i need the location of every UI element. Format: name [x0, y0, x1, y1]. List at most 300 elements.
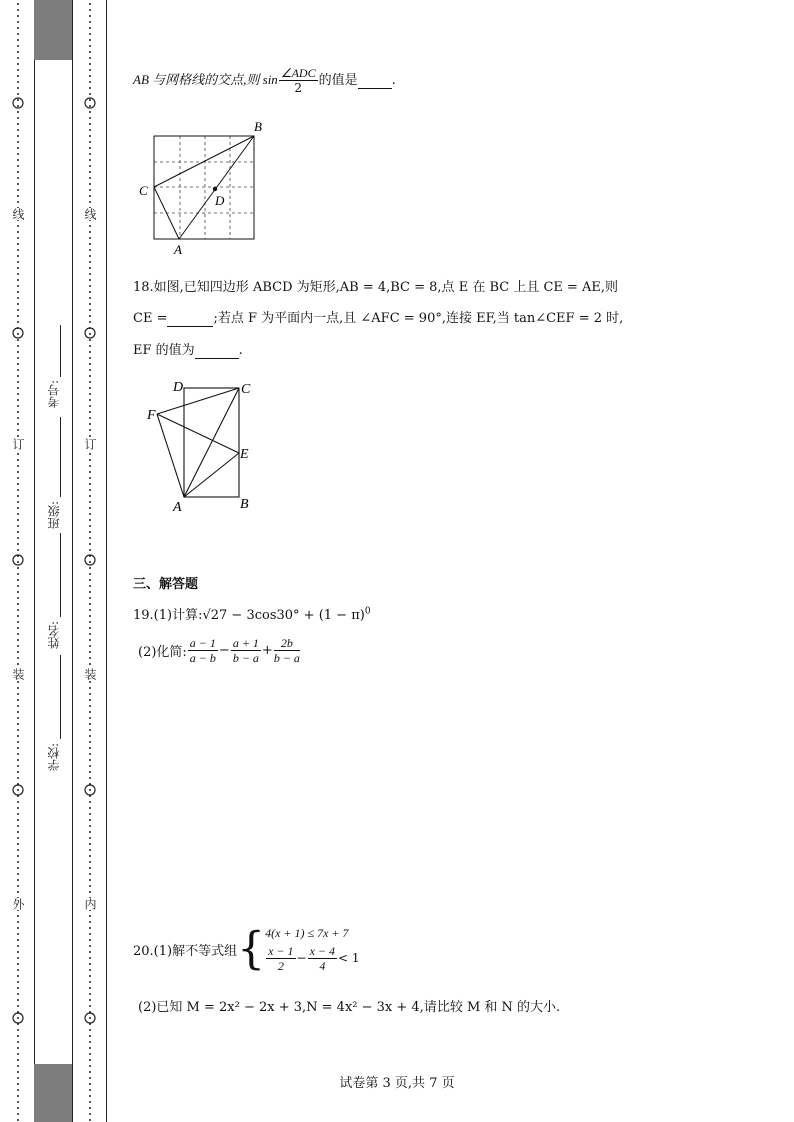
binding-dot [89, 501, 91, 503]
binding-dot [17, 267, 19, 269]
binding-dot [89, 651, 91, 653]
binding-dot [89, 879, 91, 881]
q17-prefix: AB 与网格线的交点,则 sin [133, 72, 278, 87]
binding-dot [17, 1017, 19, 1019]
binding-dot [89, 1107, 91, 1109]
binding-dot [17, 243, 19, 245]
binding-dot [89, 357, 91, 359]
field-name-label: 姓名: [47, 621, 61, 650]
binding-dot [89, 753, 91, 755]
binding-dot [17, 297, 19, 299]
binding-dot [89, 261, 91, 263]
binding-dot [89, 627, 91, 629]
binding-dot [17, 723, 19, 725]
binding-dot [17, 705, 19, 707]
q20-ineq2-rhs: < 1 [338, 951, 360, 965]
binding-dot [17, 945, 19, 947]
q18-label-c: C [241, 382, 251, 397]
binding-dot [89, 105, 91, 107]
binding-dot [17, 699, 19, 701]
binding-dot [89, 483, 91, 485]
binding-dot [89, 873, 91, 875]
binding-dot [17, 663, 19, 665]
binding-dot [17, 249, 19, 251]
binding-dot [17, 345, 19, 347]
binding-dot [17, 75, 19, 77]
binding-dot [17, 981, 19, 983]
q17-grid-figure [130, 115, 275, 260]
q20-ineq2-f2-den: 4 [319, 959, 326, 973]
binding-dot [17, 15, 19, 17]
binding-dot [17, 351, 19, 353]
binding-dot [17, 747, 19, 749]
q17-end: . [391, 73, 396, 88]
binding-gray-top [34, 0, 72, 60]
q20-ineq2-f1-den: 2 [277, 959, 284, 973]
binding-dot [89, 813, 91, 815]
binding-dot [17, 915, 19, 917]
binding-dot [89, 279, 91, 281]
q20-system [265, 926, 359, 973]
binding-dot [17, 1053, 19, 1055]
binding-dot [17, 681, 19, 683]
binding-dot [17, 759, 19, 761]
binding-dot [17, 411, 19, 413]
binding-dot [89, 57, 91, 59]
binding-dot [89, 687, 91, 689]
binding-dot [17, 189, 19, 191]
binding-dot [17, 183, 19, 185]
binding-dot [17, 453, 19, 455]
binding-dot [89, 141, 91, 143]
binding-dot [17, 375, 19, 377]
binding-dot [89, 957, 91, 959]
binding-dot [89, 123, 91, 125]
binding-dot [89, 843, 91, 845]
binding-dot [17, 855, 19, 857]
binding-dot [89, 1113, 91, 1115]
binding-dot [89, 849, 91, 851]
binding-dot [89, 723, 91, 725]
binding-dot [89, 3, 91, 5]
binding-dot [17, 519, 19, 521]
q17-label-c: C [139, 183, 148, 198]
binding-dot [89, 609, 91, 611]
q18-label-e: E [240, 447, 249, 462]
binding-dot [89, 45, 91, 47]
binding-dot [17, 753, 19, 755]
binding-dot [89, 891, 91, 893]
q18-figure-lines [157, 388, 239, 497]
binding-dot [89, 489, 91, 491]
binding-dot [17, 525, 19, 527]
inner-dotted-column [80, 0, 100, 1122]
q18-label-b: B [240, 497, 249, 512]
binding-dot [89, 1095, 91, 1097]
binding-dot [17, 867, 19, 869]
q19-f2-num: a + 1 [232, 636, 259, 650]
binding-dot [89, 735, 91, 737]
binding-dot [17, 579, 19, 581]
binding-dot [89, 789, 91, 791]
binding-dot [17, 645, 19, 647]
binding-dot [17, 819, 19, 821]
binding-dot [17, 957, 19, 959]
binding-dot [17, 633, 19, 635]
binding-dot [17, 1113, 19, 1115]
q18-answer-blank-1[interactable] [167, 311, 213, 327]
binding-dot [89, 531, 91, 533]
binding-dot [89, 639, 91, 641]
binding-dot [17, 417, 19, 419]
q19-part-1 [133, 604, 371, 623]
binding-dot [17, 477, 19, 479]
binding-dot [89, 495, 91, 497]
binding-dot [17, 147, 19, 149]
binding-dot [17, 987, 19, 989]
binding-dot [89, 1101, 91, 1103]
binding-dot [17, 597, 19, 599]
binding-dot [17, 693, 19, 695]
field-class-line[interactable] [60, 417, 61, 497]
binding-dot [89, 399, 91, 401]
binding-dot [89, 741, 91, 743]
binding-dot [89, 1053, 91, 1055]
binding-dot [17, 39, 19, 41]
q19-f3-den: b − a [273, 651, 300, 665]
binding-dot [17, 309, 19, 311]
binding-dot [89, 195, 91, 197]
binding-dot [89, 237, 91, 239]
q18-label-f: F [147, 408, 156, 423]
q20-part1-label: 20.(1)解不等式组 [133, 944, 238, 959]
binding-dot [89, 717, 91, 719]
binding-dot [17, 885, 19, 887]
binding-dot [17, 465, 19, 467]
binding-dot [17, 471, 19, 473]
binding-dot [17, 1035, 19, 1037]
binding-dot [89, 249, 91, 251]
binding-dot [17, 45, 19, 47]
binding-dot [89, 135, 91, 137]
binding-dot [89, 333, 91, 335]
inner-label-xian: 线 [83, 208, 97, 220]
binding-dot [89, 1065, 91, 1067]
q18-line3-a: EF 的值为 [133, 343, 195, 358]
binding-dot [89, 1035, 91, 1037]
binding-dot [17, 171, 19, 173]
binding-dot [17, 765, 19, 767]
binding-dot [17, 531, 19, 533]
binding-dot [89, 345, 91, 347]
binding-dot [89, 1119, 91, 1121]
binding-dot [17, 1005, 19, 1007]
binding-dot [89, 315, 91, 317]
binding-dot [17, 285, 19, 287]
binding-dot [17, 789, 19, 791]
binding-dot [89, 963, 91, 965]
binding-dot [17, 423, 19, 425]
binding-dot [17, 963, 19, 965]
q19-part-2 [138, 636, 301, 665]
field-school-line[interactable] [60, 655, 61, 739]
binding-dot [89, 867, 91, 869]
q19-f1-den: a − b [189, 651, 216, 665]
binding-dot [17, 813, 19, 815]
binding-dot [89, 807, 91, 809]
binding-dot [89, 549, 91, 551]
binding-dot [17, 861, 19, 863]
binding-dot [89, 927, 91, 929]
binding-dot [17, 507, 19, 509]
binding-dot [89, 15, 91, 17]
binding-dot [17, 639, 19, 641]
q19-op-2: + [261, 643, 273, 658]
binding-dot [89, 705, 91, 707]
binding-dot [17, 333, 19, 335]
binding-dot [17, 825, 19, 827]
binding-dot [89, 87, 91, 89]
binding-dot [17, 429, 19, 431]
binding-dot [17, 405, 19, 407]
binding-dot [89, 93, 91, 95]
binding-dot [89, 375, 91, 377]
binding-dot [89, 633, 91, 635]
binding-dot [89, 303, 91, 305]
q18-line3-b: . [238, 343, 243, 358]
binding-dot [89, 537, 91, 539]
binding-dot [89, 699, 91, 701]
binding-dot [89, 921, 91, 923]
binding-dot [89, 591, 91, 593]
binding-dot [89, 765, 91, 767]
binding-dot [89, 291, 91, 293]
binding-dot [89, 429, 91, 431]
binding-dot [17, 135, 19, 137]
binding-dot [89, 225, 91, 227]
q17-label-d: D [215, 193, 225, 208]
binding-dot [17, 1065, 19, 1067]
binding-dot [17, 999, 19, 1001]
q18-rectangle-figure [140, 372, 270, 517]
binding-dot [17, 807, 19, 809]
outer-label-zhuang: 装 [11, 668, 25, 680]
binding-dot [89, 393, 91, 395]
binding-dot [17, 87, 19, 89]
binding-dot [17, 567, 19, 569]
binding-dot [17, 891, 19, 893]
binding-dot [89, 99, 91, 101]
q17-triangle [154, 136, 254, 239]
binding-dot [17, 933, 19, 935]
outer-dotted-column [8, 0, 28, 1122]
binding-dot [89, 861, 91, 863]
binding-dot [89, 411, 91, 413]
binding-dot [17, 657, 19, 659]
binding-dot [17, 153, 19, 155]
binding-dot [17, 9, 19, 11]
binding-dot [17, 273, 19, 275]
binding-dot [89, 945, 91, 947]
binding-dot [89, 543, 91, 545]
inner-label-zhuang: 装 [83, 668, 97, 680]
binding-dot [89, 663, 91, 665]
field-exam-no-line[interactable] [60, 325, 61, 377]
section-3-title: 三、解答题 [133, 577, 199, 592]
binding-dot [17, 459, 19, 461]
q17-text [133, 66, 396, 95]
binding-dot [89, 51, 91, 53]
binding-dot [89, 285, 91, 287]
binding-dot [17, 165, 19, 167]
binding-dot [89, 981, 91, 983]
q19-f3-num: 2b [274, 636, 300, 651]
binding-dot [17, 621, 19, 623]
binding-dot [17, 1119, 19, 1121]
q18-label-d: D [173, 380, 184, 395]
binding-dot [17, 1095, 19, 1097]
binding-dot [17, 69, 19, 71]
q19-op-1: − [218, 643, 230, 658]
binding-dot [89, 1041, 91, 1043]
binding-dot [17, 711, 19, 713]
binding-dot [17, 201, 19, 203]
binding-dot [89, 147, 91, 149]
outer-label-ding: 订 [11, 438, 25, 450]
binding-dot [89, 321, 91, 323]
binding-dot [17, 927, 19, 929]
binding-dot [17, 591, 19, 593]
binding-dot [17, 873, 19, 875]
binding-dot [17, 537, 19, 539]
binding-dot [89, 1029, 91, 1031]
binding-dot [89, 369, 91, 371]
binding-dot [17, 435, 19, 437]
binding-dot [17, 921, 19, 923]
binding-dot [17, 381, 19, 383]
binding-dot [89, 825, 91, 827]
binding-dot [89, 243, 91, 245]
binding-dot [17, 495, 19, 497]
binding-dot [17, 123, 19, 125]
student-info-column [47, 325, 61, 805]
q18-answer-blank-2[interactable] [195, 343, 239, 359]
binding-dot [89, 75, 91, 77]
binding-dot [17, 627, 19, 629]
binding-dot [17, 993, 19, 995]
binding-dot [89, 837, 91, 839]
binding-dot [89, 267, 91, 269]
binding-dot [89, 759, 91, 761]
binding-dot [89, 987, 91, 989]
inner-label-nei: 内 [83, 898, 97, 910]
binding-dot [17, 255, 19, 257]
binding-dot [17, 33, 19, 35]
binding-dot [17, 849, 19, 851]
q20-ineq2-f1-num: x − 1 [268, 944, 294, 958]
binding-dot [89, 831, 91, 833]
q17-grid-dashed [154, 136, 254, 239]
binding-dot [17, 1101, 19, 1103]
binding-dot [89, 63, 91, 65]
binding-dot [17, 111, 19, 113]
binding-dot [89, 525, 91, 527]
binding-dot [89, 273, 91, 275]
q17-grid-border [154, 136, 254, 239]
binding-dot [89, 9, 91, 11]
binding-dot [89, 993, 91, 995]
binding-dot [17, 777, 19, 779]
binding-dot [17, 1047, 19, 1049]
binding-dot [17, 975, 19, 977]
binding-dot [89, 81, 91, 83]
binding-dot [17, 939, 19, 941]
binding-dot [17, 771, 19, 773]
binding-dot [89, 171, 91, 173]
binding-dot [89, 459, 91, 461]
field-school-label: 学校: [47, 743, 61, 772]
q18-label-a: A [173, 500, 182, 515]
binding-dot [89, 405, 91, 407]
binding-dot [89, 681, 91, 683]
binding-line-1 [34, 0, 35, 1122]
binding-dot [89, 1047, 91, 1049]
binding-dot [17, 609, 19, 611]
binding-dot [17, 81, 19, 83]
binding-dot [17, 585, 19, 587]
binding-dot [17, 549, 19, 551]
binding-dot [89, 579, 91, 581]
binding-dot [17, 261, 19, 263]
binding-dot [17, 483, 19, 485]
q20-inequality-2 [265, 944, 359, 973]
binding-dot [17, 63, 19, 65]
binding-dot [89, 513, 91, 515]
binding-dot [89, 465, 91, 467]
binding-dot [89, 999, 91, 1001]
binding-dot [17, 27, 19, 29]
binding-dot [17, 159, 19, 161]
q20-ineq2-f2-num: x − 4 [309, 944, 336, 958]
binding-dot [17, 141, 19, 143]
binding-dot [17, 129, 19, 131]
q17-label-a: A [174, 242, 182, 257]
binding-dot [17, 543, 19, 545]
binding-dot [17, 237, 19, 239]
binding-dot [89, 363, 91, 365]
binding-dot [89, 777, 91, 779]
binding-dot [89, 951, 91, 953]
binding-dot [17, 393, 19, 395]
binding-dot [89, 39, 91, 41]
q17-suffix: 的值是 [318, 73, 358, 88]
binding-dot [89, 159, 91, 161]
field-name-line[interactable] [60, 533, 61, 617]
q20-inequality-1: 4(x + 1) ≤ 7x + 7 [265, 926, 349, 940]
binding-dot [89, 597, 91, 599]
binding-dot [89, 915, 91, 917]
binding-dot [89, 561, 91, 563]
binding-dot [17, 51, 19, 53]
q17-point-d [213, 187, 217, 191]
binding-dot [17, 225, 19, 227]
binding-dot [17, 801, 19, 803]
binding-dot [89, 819, 91, 821]
binding-dot [17, 729, 19, 731]
q17-answer-blank[interactable] [358, 73, 392, 89]
binding-dot [89, 585, 91, 587]
binding-line-2 [72, 0, 73, 1122]
